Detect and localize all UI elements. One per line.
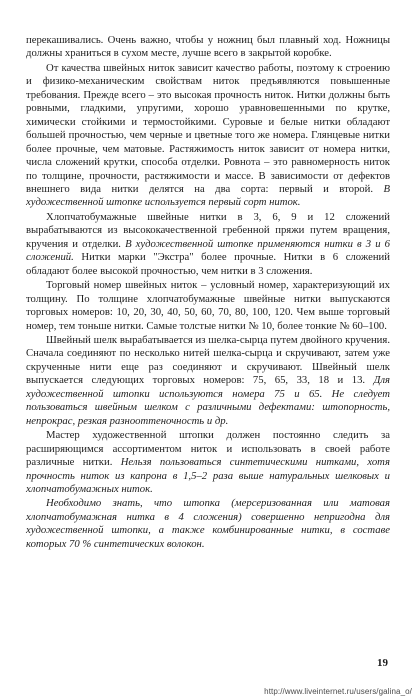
page-number: 19 bbox=[377, 657, 388, 669]
body-text: Нитки марки "Экстра" более прочные. Нитки в 6 сложений обладают более высокой прочностью, чем нитки в 3 сложения. bbox=[26, 251, 390, 277]
italic-text: В художественной штопке применяются нитки в 3 и 6 сложений. bbox=[26, 237, 391, 264]
paragraph bbox=[26, 334, 390, 428]
body-text: Хлопчатобумажные швейные нитки в 3, 6, 9 и 12 сложений вырабатываются из высококачественной гребенной пряжи путем вращения, кручения и отделки. bbox=[26, 210, 390, 250]
paragraph bbox=[26, 429, 390, 496]
body-text: От качества швейных ниток зависит качество работы, поэтому к строению и физико-механическим свойствам ниток предъявляются повышенные требования. Прежде всего – это высокая прочность ниток. Нитки должны быть ровными, гладкими, упругими, хорошо уравновешенными по крутке, химически стойкими и термостойкими. Суровые и белые нитки обладают большей прочностью, чем черные и цветные того же номера. Глянцевые нитки более прочные, чем матовые. Растяжимость ниток зависит от номера нитки, числа сложений крутки, способа отделки. Ровнота – это равномерность ниток по толщине, прочности, растяжимости и массе. В зависимости от дефектов внешнего вида нитки делятся на два сорта: первый и второй. bbox=[26, 61, 390, 195]
italic-text: Необходимо знать, что штопка (мерсеризованная или матовая хлопчатобумажная нитка в 4 сложения) совершенно непригодна для художественной штопки, а также комбинированные нитки, в составе которых 70 % синтетических волокон. bbox=[26, 497, 390, 550]
body-text: перекашивались. Очень важно, чтобы у ножниц был плавный ход. Ножницы должны храниться в сухом месте, лучше всего в закрытой коробке. bbox=[26, 34, 390, 60]
italic-text: В художественной штопке используется первый сорт ниток. bbox=[26, 182, 390, 209]
paragraph bbox=[26, 497, 390, 551]
body-text: Швейный шелк вырабатывается из шелка-сырца путем двойного кручения. Сначала соединяют по несколько нитей шелка-сырца и скручивают, затем уже скрученные нити еще раз соединяют и скручивают. Швейный шелк выпускается следующих торговых номеров: 75, 65, 33, 18 и 13. bbox=[26, 333, 390, 387]
paragraph bbox=[26, 279, 390, 333]
italic-text: Нельзя пользоваться синтетическими нитками, хотя прочность ниток из капрона в 1,5–2 раза выше натуральных шелковых и хлопчатобумажных ниток. bbox=[26, 456, 390, 495]
watermark-url: http://www.liveinternet.ru/users/galina_o/ bbox=[264, 687, 412, 696]
paragraph bbox=[26, 34, 390, 61]
page-body bbox=[26, 34, 390, 551]
body-text: Торговый номер швейных ниток – условный номер, характеризующий их толщину. По толщине хлопчатобумажные швейные нитки выпускаются торговых номеров: 10, 20, 30, 40, 50, 60, 70, 80, 100, 120. Чем выше торговый номер, тем тоньше нитки. Самые толстые нитки № 10, более тонкие № 60–100. bbox=[26, 279, 390, 332]
italic-text: Для художественной штопки используются номера 75 и 65. Не следует пользоваться швейным шелком с различными дефектами: штопорность, непрокрас, резкая разнооттеночность и др. bbox=[26, 374, 390, 427]
body-text: Мастер художественной штопки должен постоянно следить за расширяющимся ассортиментом ниток и использовать в своей работе различные нитки. bbox=[26, 429, 390, 469]
paragraph bbox=[26, 211, 390, 278]
paragraph bbox=[26, 62, 390, 210]
